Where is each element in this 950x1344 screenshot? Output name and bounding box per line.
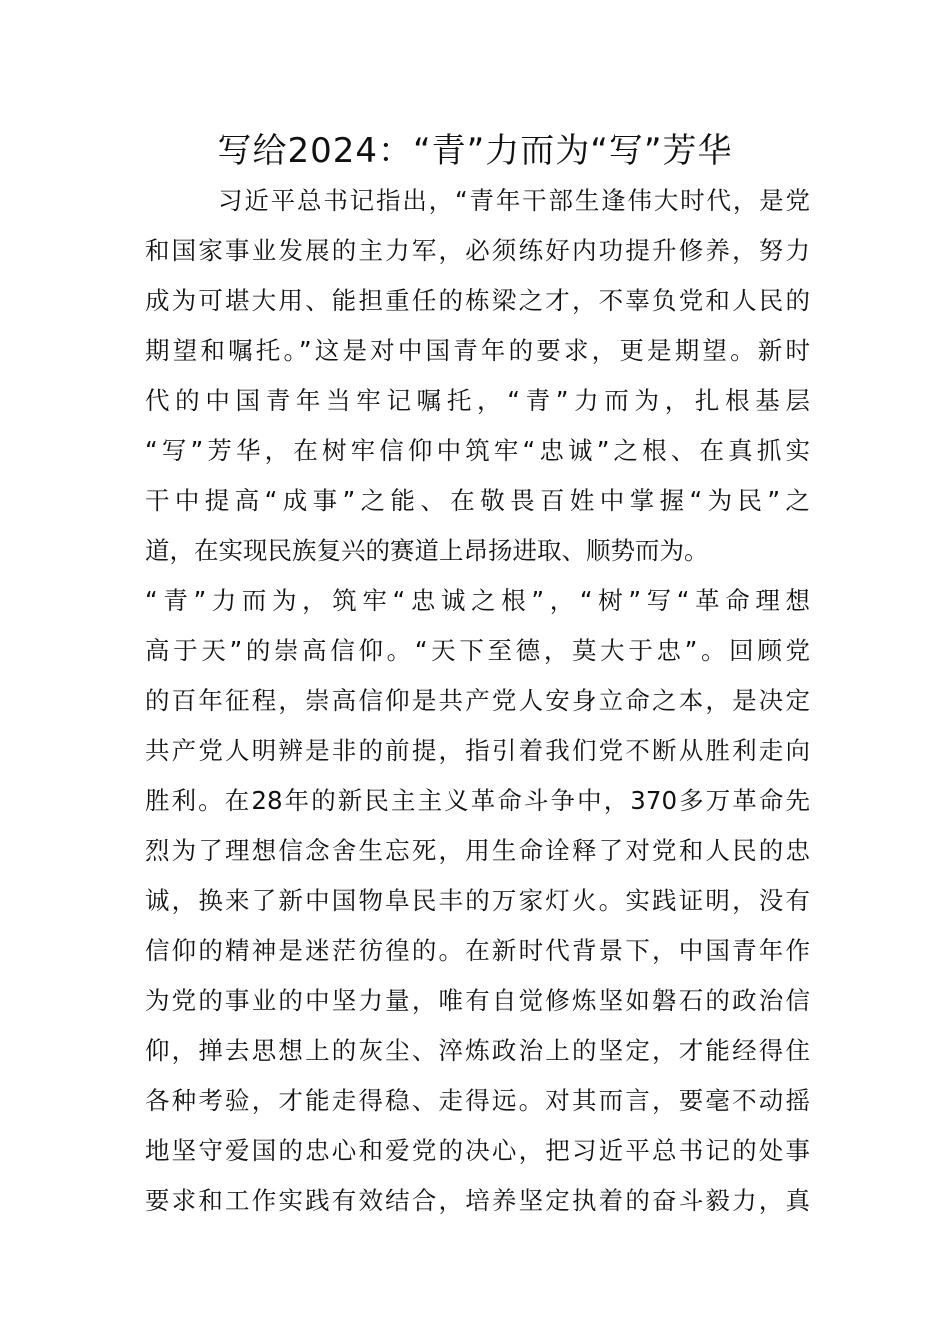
text-line: 胜利。在28年的新民主主义革命斗争中，370多万革命先 (145, 786, 810, 815)
text-line: 习近平总书记指出，“青年干部生逢伟大时代，是党 (218, 186, 810, 215)
text-line: 诚，换来了新中国物阜民丰的万家灯火。实践证明，没有 (145, 886, 810, 915)
text-line: “青”力而为，筑牢“忠诚之根”，“树”写“革命理想 (145, 586, 810, 615)
paragraph (145, 176, 810, 576)
text-line: 干中提高“成事”之能、在敬畏百姓中掌握“为民”之 (145, 486, 810, 515)
text-line: 信仰的精神是迷茫彷徨的。在新时代背景下，中国青年作 (145, 936, 810, 965)
text-line: 和国家事业发展的主力军，必须练好内功提升修养，努力 (145, 236, 810, 265)
text-line: 地坚守爱国的忠心和爱党的决心，把习近平总书记的处事 (145, 1136, 810, 1165)
text-line: 共产党人明辨是非的前提，指引着我们党不断从胜利走向 (145, 736, 810, 765)
text-line: 道，在实现民族复兴的赛道上昂扬进取、顺势而为。 (145, 536, 709, 565)
paragraph (145, 576, 810, 1226)
text-line: 的百年征程，崇高信仰是共产党人安身立命之本，是决定 (145, 686, 810, 715)
text-line: 成为可堪大用、能担重任的栋梁之才，不辜负党和人民的 (145, 286, 810, 315)
text-line: 仰，掸去思想上的灰尘、淬炼政治上的坚定，才能经得住 (145, 1036, 810, 1065)
document-title: 写给2024：“青”力而为“写”芳华 (217, 131, 733, 171)
text-line: 期望和嘱托。”这是对中国青年的要求，更是期望。新时 (145, 336, 810, 365)
text-line: “写”芳华，在树牢信仰中筑牢“忠诚”之根、在真抓实 (145, 436, 810, 465)
text-line: 高于天”的崇高信仰。“天下至德，莫大于忠”。回顾党 (145, 636, 810, 665)
text-line: 为党的事业的中坚力量，唯有自觉修炼坚如磐石的政治信 (145, 986, 810, 1015)
text-line: 烈为了理想信念舍生忘死，用生命诠释了对党和人民的忠 (145, 836, 810, 865)
document-body (145, 176, 810, 1226)
text-line: 要求和工作实践有效结合，培养坚定执着的奋斗毅力，真 (145, 1186, 810, 1215)
text-line: 各种考验，才能走得稳、走得远。对其而言，要毫不动摇 (145, 1086, 810, 1115)
text-line: 代的中国青年当牢记嘱托，“青”力而为，扎根基层 (145, 386, 810, 415)
